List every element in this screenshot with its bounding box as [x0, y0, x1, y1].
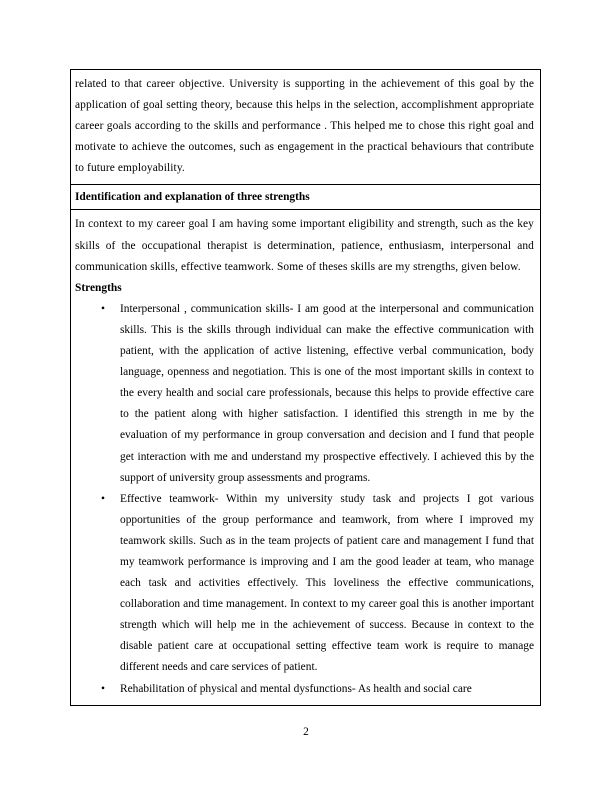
list-item [75, 679, 534, 700]
subheading-strengths: Strengths [75, 281, 122, 294]
page-number: 2 [303, 726, 309, 738]
section-heading: Identification and explanation of three strengths [75, 191, 310, 204]
bullet-point-icon: • [101, 492, 105, 505]
list-item-text: Rehabilitation of physical and mental dysfunctions- As health and social care [120, 682, 472, 695]
list-item-text: Effective teamwork- Within my university study task and projects I got various opportunities of the group performance and teamwork, from where I improved my teamwork skills. Such as in the team projects of patient care and management I fund that my teamwork performance is improving and I am the good leader at team, who manage each task and activities effectively. This loveliness the effective communications, collaboration and time management. In context to my career goal this is another important strength which will help me in the achievement of success. Because in context to the disable patient care at occupational setting effective team work is require to manage different needs and care services of patient. [120, 492, 534, 674]
list-item [75, 489, 534, 679]
paragraph-career-objective: related to that career objective. University is supporting in the achievement of this goal by the application of goal setting theory, because this helps in the selection, accomplishment appropriate career goals according to the skills and performance . This helped me to chose this right goal and motivate to achieve the outcomes, such as engagement in the practical behaviours that contribute to future employability. [75, 78, 534, 175]
table-cell-section-heading [71, 184, 540, 209]
bullet-point-icon: • [101, 682, 105, 695]
list-item-text: Interpersonal , communication skills- I am good at the interpersonal and communication skills. This is the skills through individual can make the effective communication with patient, with the application of active listening, effective verbal communication, body language, openness and negotiation. This is one of the most important skills in context to the every health and social care professionals, because this helps to provide effective care to the patient along with higher satisfaction. I identified this strength in me by the evaluation of my performance in group conversation and decision and I fund that people get interaction with me and understand my prospective effectively. I achieved this by the support of university group assessments and programs. [120, 302, 534, 484]
table-cell-continued-paragraph [71, 70, 540, 184]
content-table [70, 69, 541, 706]
table-cell-body [71, 209, 540, 704]
bullet-point-icon: • [101, 302, 105, 315]
list-item [75, 299, 534, 489]
paragraph-strengths-intro: In context to my career goal I am having some important eligibility and strength, such as the key skills of the occupational therapist is determination, patience, enthusiasm, interpersonal and communication skills, effective teamwork. Some of theses skills are my strengths, given below. [75, 218, 534, 273]
strengths-list [75, 299, 534, 700]
